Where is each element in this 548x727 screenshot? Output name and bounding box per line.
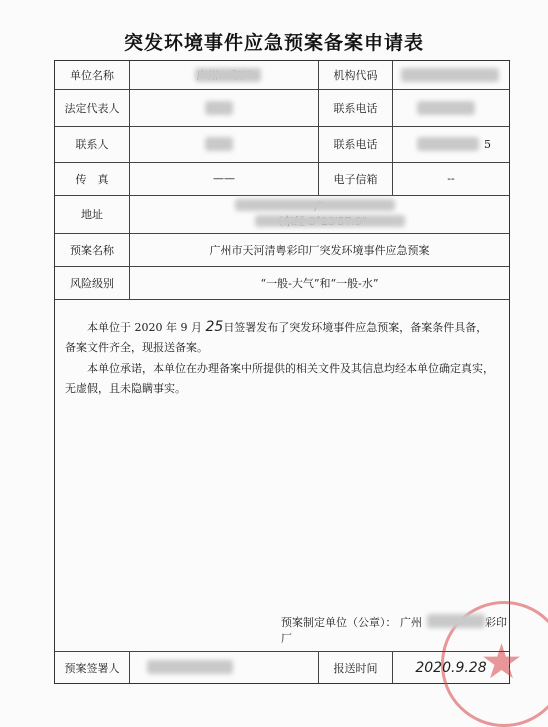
row-plan-name: [55, 233, 509, 267]
redaction-blur: [401, 68, 499, 82]
email-label: 电子信箱: [318, 162, 392, 195]
redaction-blur: [255, 215, 405, 227]
application-form-table: [54, 60, 524, 690]
unit-name-label: 单位名称: [70, 69, 114, 82]
legal-rep-label: 法定代表人: [64, 101, 120, 115]
plan-maker-label: 预案制定单位（公章）：: [281, 616, 397, 629]
email-value: --: [392, 162, 509, 195]
row-risk-level: [55, 266, 509, 300]
redaction-blur: [195, 68, 261, 82]
plan-name-value: 广州市天河清粤彩印厂突发环境事件应急预案: [129, 233, 509, 266]
contact-label: 联系人: [75, 138, 109, 151]
row-fax: [55, 162, 509, 196]
row-address: [55, 195, 509, 234]
plan-maker-suffix: 彩印厂: [281, 616, 507, 645]
redaction-blur: [417, 137, 479, 151]
submit-time-value: 2020.9.28: [392, 652, 509, 683]
row-contact: [55, 126, 509, 163]
risk-level-value: “一般-大气”和“一般-水”: [129, 266, 509, 299]
plan-name-label: 预案名称: [70, 243, 114, 257]
risk-level-label: 风险级别: [70, 276, 114, 290]
redaction-blur: [205, 137, 233, 151]
handwritten-day: 25: [205, 319, 224, 335]
seal-star-icon: ★: [480, 634, 524, 690]
redaction-blur: [147, 660, 233, 674]
plan-maker-prefix: 广州: [400, 616, 422, 629]
phone-label-2: 联系电话: [318, 126, 392, 162]
org-code-label: 机构代码: [318, 61, 392, 89]
phone-value-2: 5: [392, 126, 509, 162]
address-label: 地址: [81, 208, 103, 221]
redaction-blur: [235, 199, 395, 211]
fax-value: ——: [129, 162, 318, 195]
row-unit-name: [55, 61, 509, 90]
statement-paragraph-1: 本单位于 2020 年 9 月 25日签署发布了突发环境事件应急预案，备案条件具备，备案文件齐全，现报送备案。: [65, 319, 488, 354]
redaction-blur: [427, 614, 485, 628]
redaction-blur: [205, 101, 233, 115]
signer-label: 预案签署人: [64, 661, 120, 675]
redaction-blur: [417, 101, 475, 115]
statement-paragraph-2: 本单位承诺，本单位在办理备案中所提供的相关文件及其信息均经本单位确定真实，无虚假，且未隐瞒事实。: [65, 362, 494, 395]
form-title: 突发环境事件应急预案备案申请表: [123, 32, 424, 54]
fax-label: 传 真: [75, 172, 109, 186]
row-legal-rep: [55, 89, 509, 127]
phone-label-1: 联系电话: [318, 89, 392, 126]
submit-time-label: 报送时间: [318, 652, 392, 683]
